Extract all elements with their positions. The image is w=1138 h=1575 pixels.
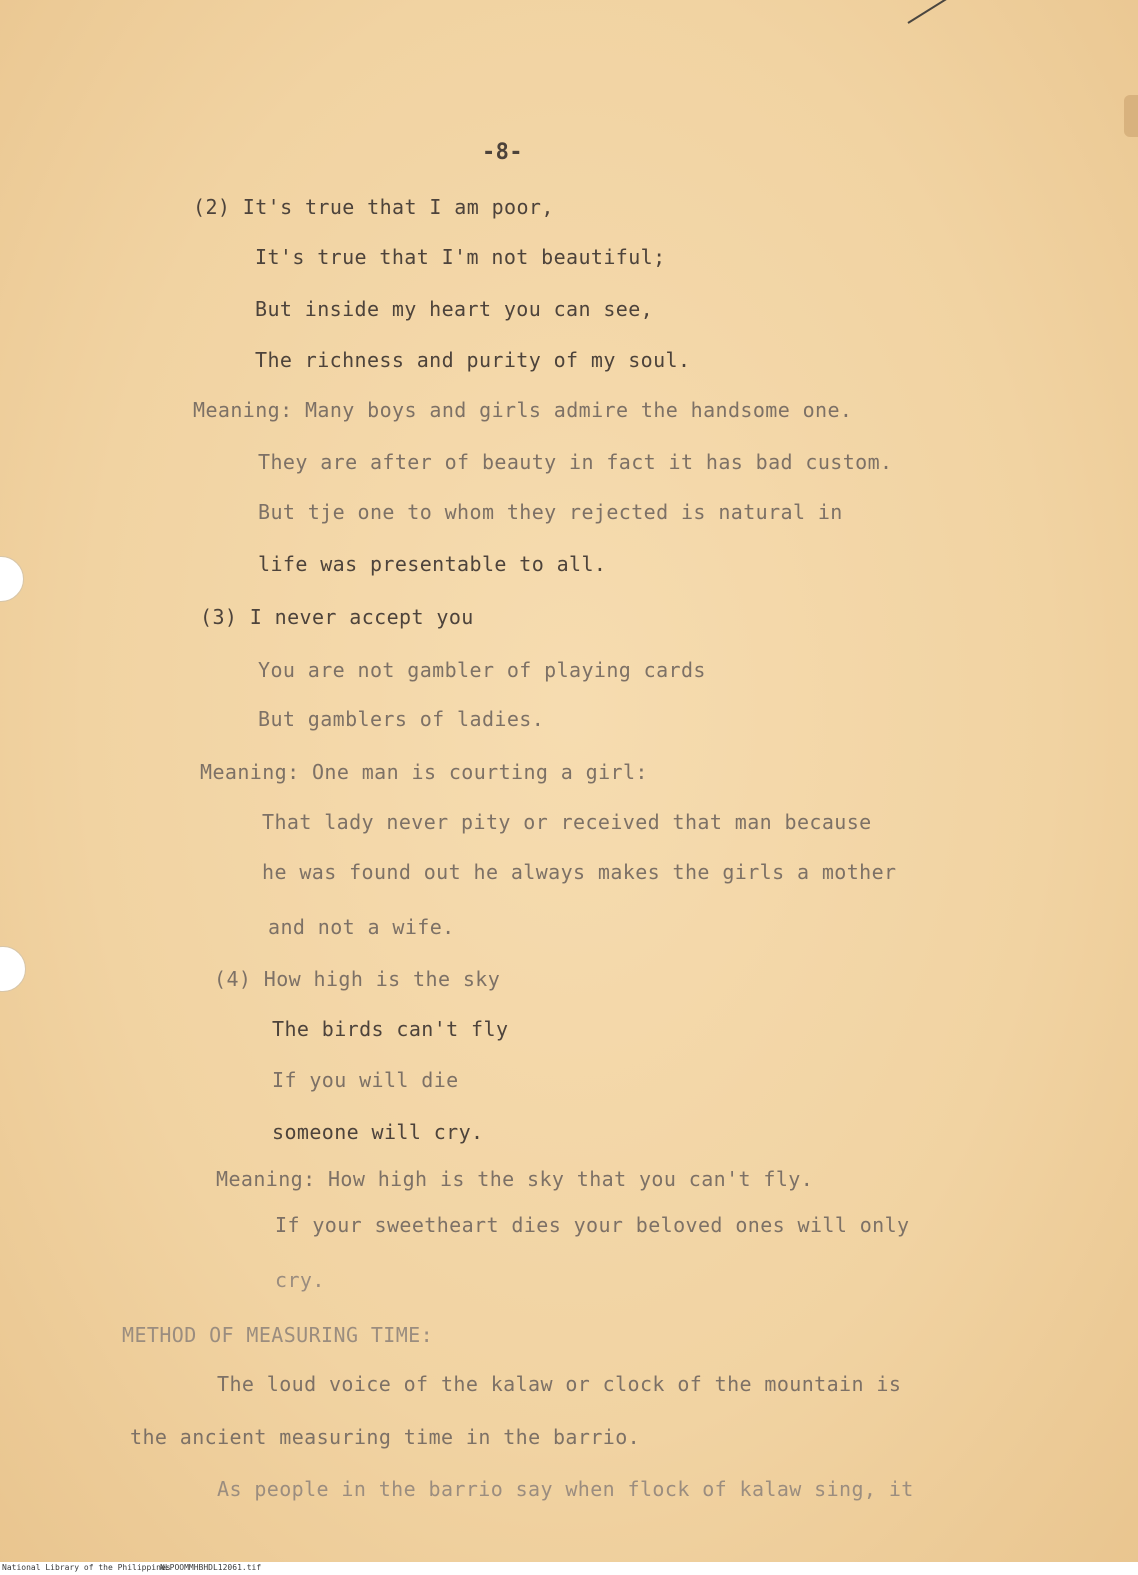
text-line: But gamblers of ladies. [258,707,545,731]
section-heading: METHOD OF MEASURING TIME: [122,1323,434,1347]
text-line: But tje one to whom they rejected is natural in [258,500,843,524]
text-line: someone will cry. [272,1120,484,1144]
text-line: You are not gambler of playing cards [258,658,706,682]
text-line: Meaning: One man is courting a girl: [200,760,648,784]
text-line: If your sweetheart dies your beloved ones will only [275,1213,910,1237]
text-line: life was presentable to all. [258,552,607,576]
text-line: That lady never pity or received that man because [262,810,872,834]
text-line: As people in the barrio say when flock of kalaw sing, it [217,1477,914,1501]
text-line: The loud voice of the kalaw or clock of the mountain is [217,1372,902,1396]
punch-hole-bottom [0,946,26,992]
text-line: cry. [275,1268,325,1292]
text-line: he was found out he always makes the girls a mother [262,860,897,884]
punch-hole-top [0,556,24,602]
paper-edge-stain [1124,95,1138,137]
text-line: But inside my heart you can see, [255,297,654,321]
text-line: If you will die [272,1068,459,1092]
text-line: The richness and purity of my soul. [255,348,691,372]
text-line: (2) It's true that I am poor, [193,195,554,219]
text-line: They are after of beauty in fact it has bad custom. [258,450,893,474]
text-line: It's true that I'm not beautiful; [255,245,666,269]
scan-footer [0,1562,1138,1575]
text-line: The birds can't fly [272,1017,509,1041]
page-number: -8- [482,140,523,165]
text-line: and not a wife. [268,915,455,939]
text-line: Meaning: Many boys and girls admire the handsome one. [193,398,853,422]
text-line: (4) How high is the sky [214,967,501,991]
pen-mark [907,0,961,24]
footer-filename: NLPOOMMHBHDL12061.tif [160,1563,262,1572]
text-line: (3) I never accept you [200,605,474,629]
footer-source: National Library of the Philippines [2,1563,171,1572]
text-line: Meaning: How high is the sky that you can't fly. [216,1167,814,1191]
text-line: the ancient measuring time in the barrio. [130,1425,641,1449]
